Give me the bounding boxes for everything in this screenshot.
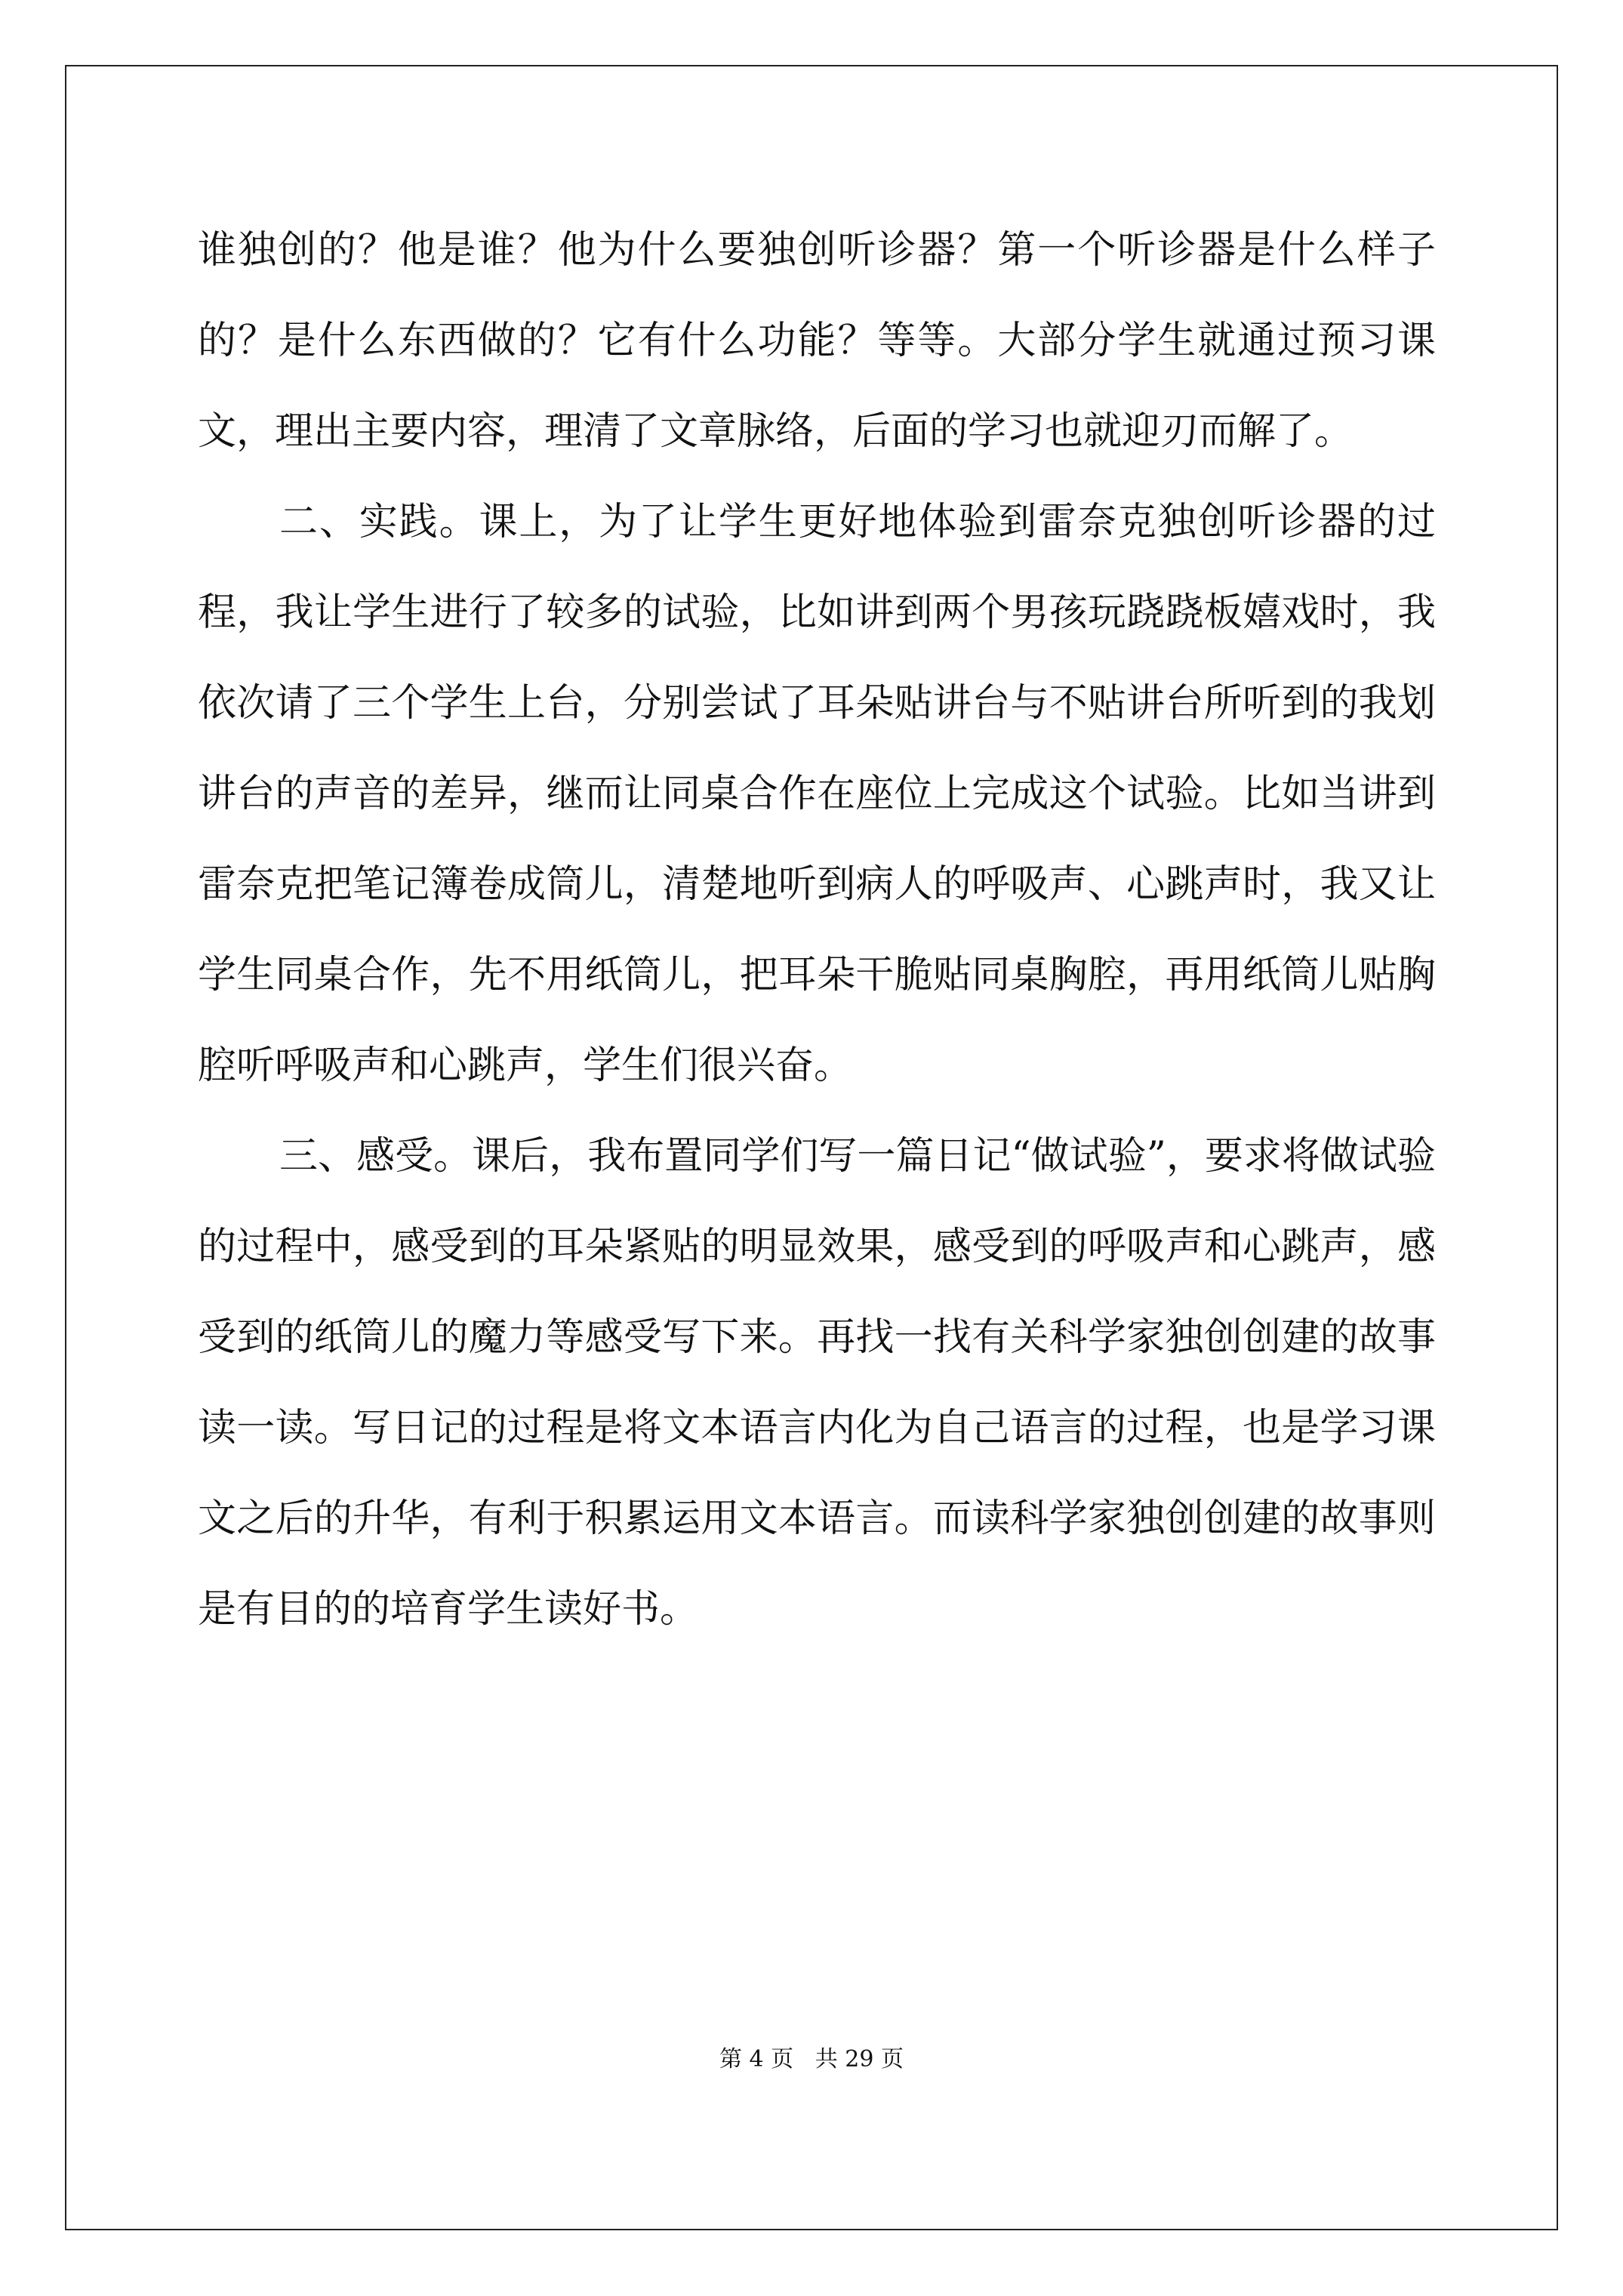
paragraph-continuation: 谁独创的？他是谁？他为什么要独创听诊器？第一个听诊器是什么样子的？是什么东西做的？它有什么功能？等等。大部分学生就通过预习课文，理出主要内容，理清了文章脉络，后面的学习也就迎刃而解了。	[198, 228, 1436, 454]
page-number-footer: 第 4 页 共 29 页	[719, 2046, 904, 2073]
paragraph-practice: 二、实践。课上，为了让学生更好地体验到雷奈克独创听诊器的过程，我让学生进行了较多的试验，比如讲到两个男孩玩跷跷板嬉戏时，我依次请了三个学生上台，分别尝试了耳朵贴讲台与不贴讲台所听到的我划讲台的声音的差异，继而让同桌合作在座位上完成这个试验。比如当讲到雷奈克把笔记簿卷成筒儿，清楚地听到病人的呼吸声、心跳声时，我又让学生同桌合作，先不用纸筒儿，把耳朵干脆贴同桌胸腔，再用纸筒儿贴胸腔听呼吸声和心跳声，学生们很兴奋。	[198, 500, 1436, 1088]
paragraph-feeling: 三、感受。课后，我布置同学们写一篇日记“做试验”，要求将做试验的过程中，感受到的耳朵紧贴的明显效果，感受到的呼吸声和心跳声，感受到的纸筒儿的魔力等感受写下来。再找一找有关科学家独创创建的故事读一读。写日记的过程是将文本语言内化为自己语言的过程，也是学习课文之后的升华，有利于积累运用文本语言。而读科学家独创创建的故事则是有目的的培育学生读好书。	[198, 1134, 1436, 1632]
document-body	[198, 205, 1436, 1655]
